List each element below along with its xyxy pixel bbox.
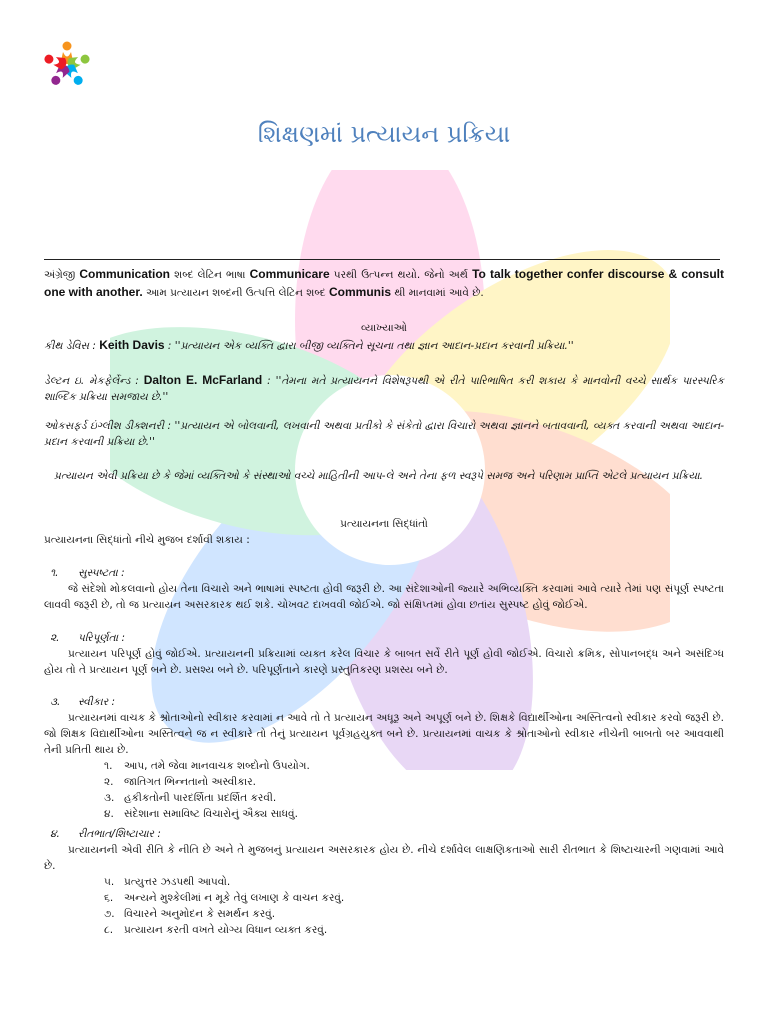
list-item [44, 774, 724, 790]
principle-body: જે સંદેશો મોકલવાનો હોય તેના વિચારો અને ભાષામાં સ્પષ્ટતા હોવી જરૂરી છે. આ સંદેશાઓની જ્યારે અભિવ્યક્તિ કરવામાં આવે ત્યારે તેમાં પણ સંપૂર્ણ સ્પષ્ટતા લાવવી જરૂરી છે, તો જ પ્રત્યાયન અસરકારક થઈ શકે. ચોખવટ દાખવવી જોઈએ. જો સંક્ષિપ્તમાં હોવા છતાંય સુસ્પષ્ટ હોવું જોઈએ. [44, 583, 724, 611]
principle-body: પ્રત્યાયન પરિપૂર્ણ હોવું જોઈએ. પ્રત્યાયનની પ્રક્રિયામાં વ્યક્ત કરેલ વિચાર કે બાબત સર્વે રીતે પૂર્ણ હોવી જોઈએ. વિચારો ક્રમિક, સોપાનબદ્ધ અને અસંદિગ્ધ હોય તો તે પ્રત્યાયન પૂર્ણ બને છે. પ્રસશ્ય બને છે. પરિપૂર્ણતાને કારણે પ્રસ્તુતિકરણ પ્રશસ્ય બને છે. [44, 648, 724, 676]
intro-text-2: શબ્દ લેટિન ભાષા [170, 269, 250, 281]
principle-number: ૨. [50, 632, 60, 644]
definition-text: : ''તેમના મતે પ્રત્યાયનને વિશેષરૂપથી એ રીતે પારિભાષિત કરી શકાય કે માનવોની વચ્ચે સાર્થક પારસ્પરિક શાબ્દિક પ્રક્રિયા સમજાય છે.'' [44, 375, 725, 403]
definition-keith-davis [44, 337, 724, 354]
intro-term-communicare: Communicare [249, 267, 330, 281]
principle-title-text: રીતભાત/શિષ્ટાચાર : [78, 828, 161, 840]
principles-heading: પ્રત્યાયનના સિદ્ધાંતો [340, 518, 428, 530]
intro-term-communis: Communis [328, 285, 391, 299]
list-item-number: ૩. [104, 792, 115, 804]
list-item-text: આપ, તમે જેવા માનવાચક શબ્દોનો ઉપયોગ. [124, 760, 310, 772]
definition-prefix: ઓકસફર્ડ ઇંગ્લીશ ડીક્શનરી : [44, 420, 175, 432]
definitions-heading: વ્યાખ્યાઓ [360, 322, 408, 334]
list-item [44, 790, 724, 806]
principle-title [44, 694, 724, 710]
principle-number: ૩. [50, 696, 61, 708]
intro-term-communication: Communication [79, 267, 171, 281]
list-item [44, 806, 724, 822]
list-item-number: ૨. [104, 776, 114, 788]
principles-intro: પ્રત્યાયનના સિદ્ધાંતો નીચે મુજબ દર્શાવી શકાય : [44, 534, 250, 546]
list-item [44, 758, 724, 774]
list-item [44, 874, 724, 890]
list-item-text: સંદેશાના સમાવિષ્ટ વિચારોનું ઐક્ય સાધવું. [124, 808, 298, 820]
principle-title [44, 826, 724, 842]
definition-mcfarland [44, 372, 724, 405]
intro-text-5: થી માનવામાં આવે છે. [391, 287, 484, 299]
list-item-text: વિચારને અનુમોદન કે સમર્થન કરવું. [124, 908, 276, 920]
summary-statement: પ્રત્યાયન એવી પ્રક્રિયા છે કે જેમાં વ્યક્તિઓ કે સંસ્થાઓ વચ્ચે માહિતીની આપ-લે અને તેના ફળ સ્વરૂપે સમજ અને પરિણામ પ્રાપ્તિ એટલે પ્રત્યાયન પ્રક્રિયા. [54, 470, 703, 482]
principle-number: ૪. [50, 828, 60, 840]
principle-title [44, 565, 724, 581]
definition-name: Dalton E. McFarland [143, 373, 263, 387]
principle-courtesy [44, 826, 724, 938]
list-item-number: ૪. [104, 808, 114, 820]
principle-acceptance [44, 694, 724, 822]
principle-title [44, 630, 724, 646]
logo-icon [40, 38, 94, 92]
principle-body: પ્રત્યાયનમાં વાચક કે શ્રોતાઓનો સ્વીકાર કરવામાં ન આવે તો તે પ્રત્યાયન અધૂરૂ અને અપૂર્ણ બને છે. શિક્ષકે વિદ્યાર્થીઓના અસ્તિત્વનો સ્વીકાર કરવો જરૂરી છે. જો શિક્ષક વિદ્યાર્થીઓના અસ્તિત્વને જ ન સ્વીકારે તો તેનું પ્રત્યાયન પૂર્વગ્રહયુક્ત બને છે. પ્રત્યાયનમાં વાચક કે શ્રોતાઓનો સ્વીકાર નીચેની બાબતો બર આવવાથી તેની પ્રતિતી થાય છે. [44, 712, 724, 756]
definition-text: : ''પ્રત્યાયન એક વ્યક્તિ દ્વારા બીજી વ્યક્તિને સૂચના તથા જ્ઞાન આદાન-પ્રદાન કરવાની પ્રક્રિયા.'' [164, 340, 574, 352]
list-item-number: ૭. [104, 908, 115, 920]
list-item-text: જાતિગત ભિન્નતાનો અસ્વીકાર. [124, 776, 257, 788]
list-item-text: હકીકતોની પારદર્શિતા પ્રદર્શિત કરવી. [124, 792, 277, 804]
list-item-number: ૫. [104, 876, 115, 888]
list-item-text: પ્રત્યાયન કરતી વખતે યોગ્ય વિધાન વ્યક્ત કરવું. [124, 924, 328, 936]
list-item [44, 906, 724, 922]
intro-term-meaning: To talk together confer discourse & consult one with another. [44, 267, 724, 299]
definition-prefix: કીથ ડેવિસ : [44, 340, 100, 352]
intro-paragraph [44, 266, 724, 302]
intro-text-1: અંગ્રેજી [44, 269, 76, 281]
principle-title-text: સુસ્પષ્ટતા : [78, 567, 125, 579]
definition-name: Keith Davis [99, 338, 165, 352]
list-item-text: પ્રત્યુત્તર ઝડપથી આપવો. [124, 876, 231, 888]
list-item [44, 890, 724, 906]
principle-completeness [44, 630, 724, 678]
list-item-number: ૧. [104, 760, 113, 772]
definition-oxford [44, 418, 724, 450]
list-item [44, 922, 724, 938]
definition-text: ''પ્રત્યાયન એ બોલવાની, લખવાની અથવા પ્રતીકો કે સંકેતો દ્વારા વિચારો અથવા જ્ઞાનને બતાવવાની, વ્યક્ત કરવાની અથવા આદાન-પ્રદાન કરવાની પ્રક્રિયા છે.'' [44, 420, 724, 448]
list-item-number: ૮. [104, 924, 114, 936]
definition-prefix: ડેલ્ટન ઇ. મેકફેર્લેન્ડ : [44, 375, 144, 387]
principle-title-text: પરિપૂર્ણતા : [78, 632, 125, 644]
intro-text-3: પરથી ઉત્પન્ન થયો. જેનો અર્થ [329, 269, 473, 281]
principle-clarity [44, 565, 724, 613]
principle-number: ૧. [50, 567, 59, 579]
divider-line [44, 259, 720, 260]
principle-title-text: સ્વીકાર : [78, 696, 116, 708]
page-title: શિક્ષણમાં પ્રત્યાયન પ્રક્રિયા [257, 120, 511, 148]
principle-body: પ્રત્યાયનની એવી રીતિ કે નીતિ છે અને તે મુજબનું પ્રત્યાયન અસરકારક હોય છે. નીચે દર્શાવેલ લાક્ષણિકતાઓ સારી રીતભાત કે શિષ્ટાચારની ગણવામાં આવે છે. [44, 844, 724, 872]
intro-text-4: આમ પ્રત્યાયન શબ્દની ઉત્પત્તિ લેટિન શબ્દ [142, 287, 329, 299]
list-item-text: અન્યને મુશ્કેલીમાં ન મૂકે તેવું લખાણ કે વાચન કરવું. [124, 892, 345, 904]
list-item-number: ૬. [104, 892, 114, 904]
